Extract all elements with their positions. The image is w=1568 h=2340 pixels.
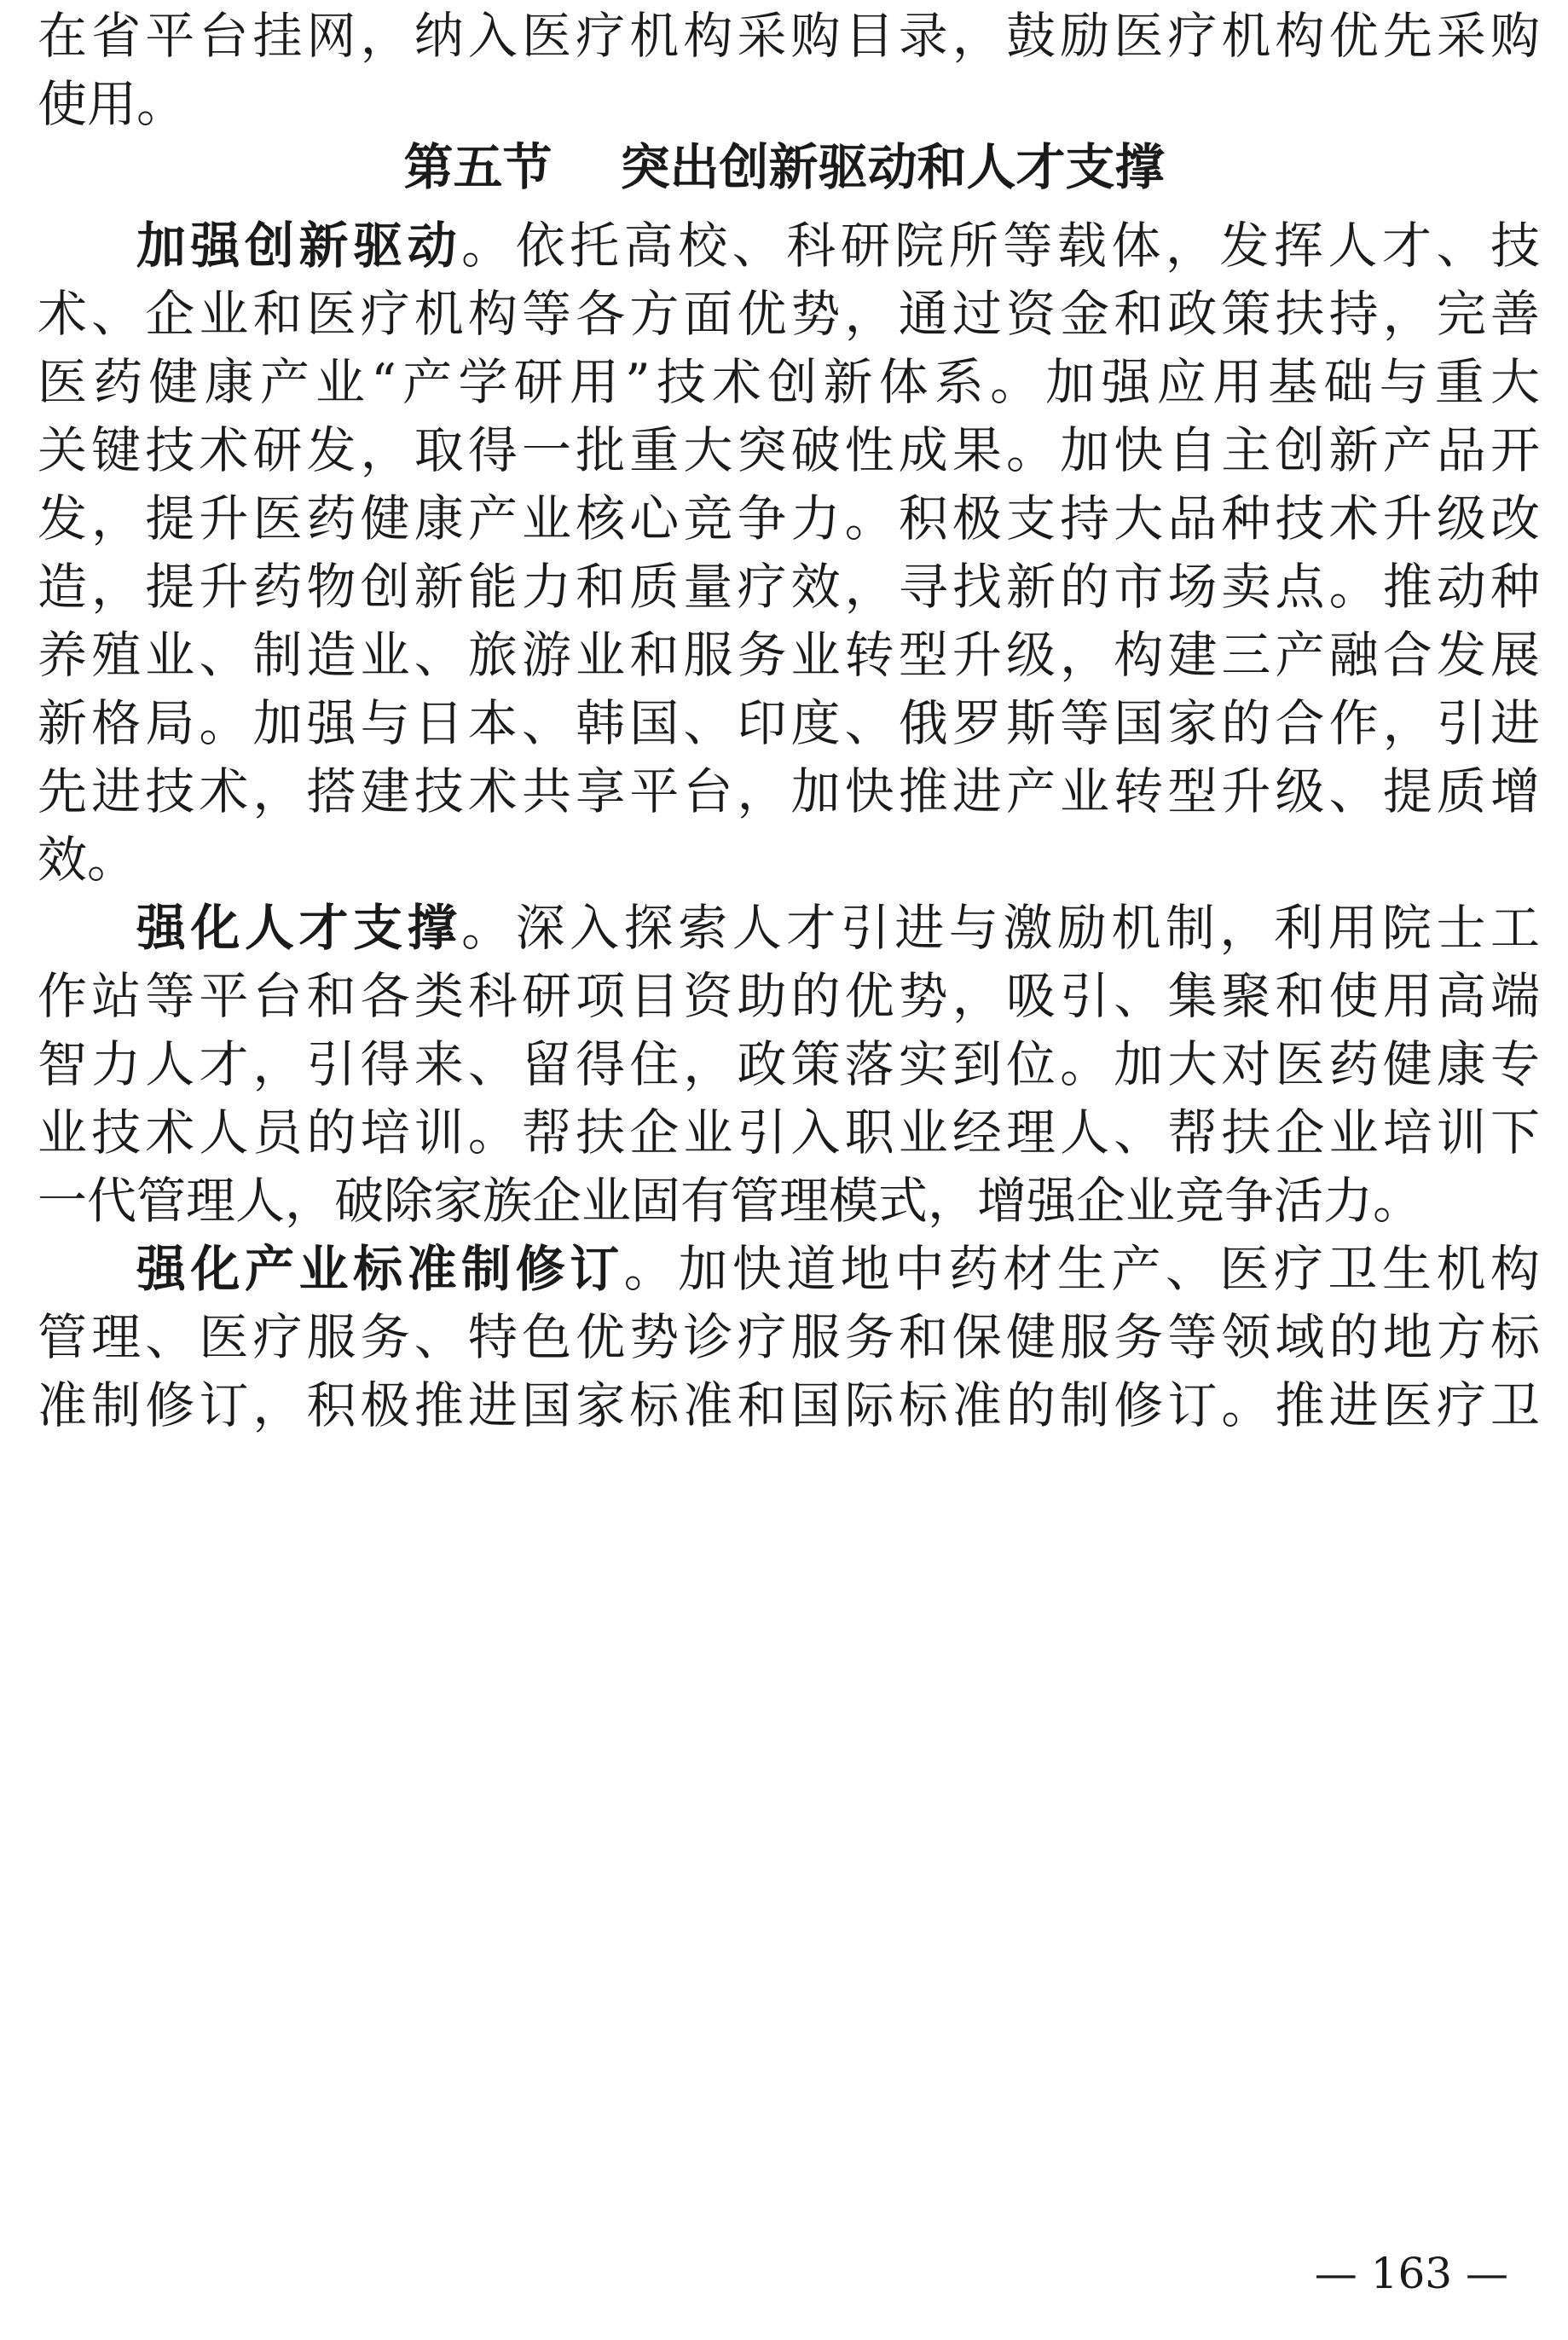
page-number: — 163 — bbox=[1314, 2249, 1508, 2298]
paragraph-line: 业技术人员的培训。帮扶企业引入职业经理人、帮扶企业培训下 bbox=[38, 1103, 1540, 1161]
paragraph-line: 医药健康产业“产学研用”技术创新体系。加强应用基础与重大 bbox=[38, 353, 1540, 411]
section-number: 第五节 bbox=[403, 138, 553, 196]
paragraph-lead: 强化人才支撑 bbox=[136, 899, 462, 957]
paragraph-line: 效。 bbox=[38, 831, 137, 889]
paragraph-text: 。加快道地中药材生产、医疗卫生机构 bbox=[623, 1240, 1540, 1298]
paragraph-first-line bbox=[136, 211, 1540, 280]
paragraph-line: 先进技术，搭建技术共享平台，加快推进产业转型升级、提质增 bbox=[38, 762, 1540, 820]
paragraph-line: 一代管理人，破除家族企业固有管理模式，增强企业竞争活力。 bbox=[38, 1172, 1423, 1230]
paragraph-line: 作站等平台和各类科研项目资助的优势，吸引、集聚和使用高端 bbox=[38, 967, 1540, 1025]
paragraph-text: 。深入探索人才引进与激励机制，利用院士工 bbox=[461, 899, 1540, 957]
paragraph-first-line bbox=[136, 894, 1540, 962]
paragraph-line: 术、企业和医疗机构等各方面优势，通过资金和政策扶持，完善 bbox=[38, 285, 1540, 343]
paragraph-line: 管理、医疗服务、特色优势诊疗服务和保健服务等领域的地方标 bbox=[38, 1308, 1540, 1366]
section-heading bbox=[0, 133, 1568, 201]
paragraph-line: 准制修订，积极推进国家标准和国际标准的制修订。推进医疗卫 bbox=[38, 1376, 1540, 1434]
paragraph-text: 。依托高校、科研院所等载体，发挥人才、技 bbox=[461, 217, 1540, 275]
paragraph-lead: 加强创新驱动 bbox=[136, 217, 462, 275]
paragraph-line: 发，提升医药健康产业核心竞争力。积极支持大品种技术升级改 bbox=[38, 489, 1540, 547]
paragraph-line: 新格局。加强与日本、韩国、印度、俄罗斯等国家的合作，引进 bbox=[38, 694, 1540, 752]
section-title: 突出创新驱动和人才支撑 bbox=[620, 138, 1165, 196]
paragraph-lead: 强化产业标准制修订 bbox=[136, 1240, 624, 1298]
paragraph-line: 造，提升药物创新能力和质量疗效，寻找新的市场卖点。推动种 bbox=[38, 558, 1540, 616]
paragraph-line: 在省平台挂网，纳入医疗机构采购目录，鼓励医疗机构优先采购 bbox=[38, 7, 1540, 65]
paragraph-line: 养殖业、制造业、旅游业和服务业转型升级，构建三产融合发展 bbox=[38, 626, 1540, 684]
paragraph-line: 使用。 bbox=[38, 75, 187, 133]
paragraph-first-line bbox=[136, 1235, 1540, 1303]
paragraph-line: 关键技术研发，取得一批重大突破性成果。加快自主创新产品开 bbox=[38, 421, 1540, 479]
paragraph-line: 智力人才，引得来、留得住，政策落实到位。加大对医药健康专 bbox=[38, 1035, 1540, 1093]
